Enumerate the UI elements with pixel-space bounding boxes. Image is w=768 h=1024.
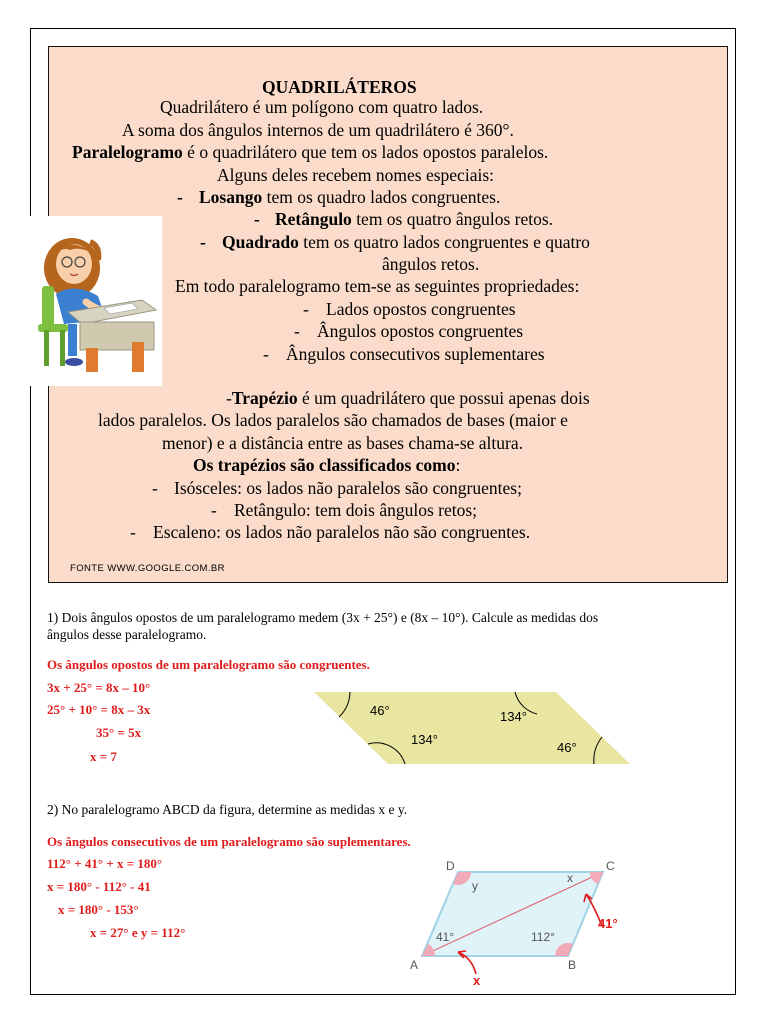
quadrado-item <box>222 232 590 252</box>
theory-line-2: A soma dos ângulos internos de um quadrilátero é 360°. <box>122 120 514 140</box>
retangulo-item <box>275 209 553 229</box>
q2-rule: Os ângulos consecutivos de um paralelogramo são suplementares. <box>47 834 411 849</box>
q2-callout-label-right: 41° <box>598 916 618 931</box>
q2-step-2: x = 180° - 112° - 41 <box>47 879 151 894</box>
losango-term: Losango <box>199 187 263 207</box>
retangulo-term: Retângulo <box>275 209 352 229</box>
q2-angle-label-b: 112° <box>531 930 555 944</box>
q2-angle-label-a: 41° <box>436 930 455 944</box>
class-2-dash: - <box>211 500 217 520</box>
theory-line-1: Quadrilátero é um polígono com quatro lados. <box>160 97 484 117</box>
q2-vertex-b: B <box>568 958 577 972</box>
paralelogramo-text: é o quadrilátero que tem os lados opostos paralelos. <box>182 142 549 162</box>
q2-label-y: y <box>472 879 478 893</box>
special-intro: Alguns deles recebem nomes especiais: <box>217 165 494 185</box>
q1-angle-label-d: 46° <box>557 740 577 755</box>
prop-2-dash: - <box>294 321 300 341</box>
q2-statement: 2) No paralelogramo ABCD da figura, determine as medidas x e y. <box>47 802 408 817</box>
q1-step-1: 3x + 25° = 8x – 10° <box>47 680 151 695</box>
quadrado-text: tem os quatro lados congruentes e quatro <box>298 232 590 252</box>
props-intro: Em todo paralelogramo tem-se as seguintes propriedades: <box>175 276 580 296</box>
prop-3-dash: - <box>263 344 269 364</box>
q1-angle-label-b: 134° <box>500 709 527 724</box>
q2-step-3: x = 180° - 153° <box>58 902 139 917</box>
trapezio-dash: - <box>226 388 232 408</box>
title: QUADRILÁTEROS <box>262 77 417 97</box>
prop-1-dash: - <box>303 299 309 319</box>
class-3: Escaleno: os lados não paralelos não são congruentes. <box>153 522 531 542</box>
losango-text: tem os quadro lados congruentes. <box>262 187 501 207</box>
q1-step-2: 25° + 10° = 8x – 3x <box>47 702 151 717</box>
q1-parallelogram-figure <box>300 686 640 770</box>
classification-term: Os trapézios são classificados como <box>193 455 456 475</box>
q2-vertex-a: A <box>410 958 419 972</box>
trapezio-line-3: menor) e a distância entre as bases chama-se altura. <box>162 433 524 453</box>
classification-colon: : <box>455 455 461 475</box>
trapezio-definition <box>226 388 590 408</box>
q2-callout-label-bottom: x <box>473 973 481 988</box>
retangulo-dash: - <box>254 209 260 229</box>
class-3-dash: - <box>130 522 136 542</box>
paralelogramo-term: Paralelogramo <box>72 142 183 162</box>
q1-parallelogram <box>314 692 630 764</box>
prop-3: Ângulos consecutivos suplementares <box>286 344 545 364</box>
source-credit: FONTE WWW.GOOGLE.COM.BR <box>70 563 225 574</box>
q1-step-4: x = 7 <box>90 749 117 764</box>
losango-item <box>199 187 500 207</box>
quadrado-term: Quadrado <box>222 232 299 252</box>
prop-1: Lados opostos congruentes <box>326 299 516 319</box>
class-1-dash: - <box>152 478 158 498</box>
class-2: Retângulo: tem dois ângulos retos; <box>234 500 478 520</box>
student-illustration <box>28 216 162 386</box>
quadrado-dash: - <box>200 232 206 252</box>
q2-label-x: x <box>567 871 573 885</box>
trapezio-term: Trapézio <box>231 388 298 408</box>
q1-statement-line-1: 1) Dois ângulos opostos de um paralelogramo medem (3x + 25°) e (8x – 10°). Calcule as medidas dos <box>47 610 599 625</box>
trapezio-text: é um quadrilátero que possui apenas dois <box>297 388 590 408</box>
q1-rule: Os ângulos opostos de um paralelogramo são congruentes. <box>47 657 370 672</box>
quadrado-text-cont: ângulos retos. <box>382 254 480 274</box>
q2-step-4: x = 27° e y = 112° <box>90 925 186 940</box>
prop-2: Ângulos opostos congruentes <box>317 321 524 341</box>
trapezio-line-2: lados paralelos. Os lados paralelos são chamados de bases (maior e <box>98 410 568 430</box>
losango-dash: - <box>177 187 183 207</box>
q2-parallelogram-figure <box>398 852 658 992</box>
classification-intro <box>193 455 460 475</box>
retangulo-text: tem os quatro ângulos retos. <box>351 209 554 229</box>
paralelogramo-definition <box>72 142 548 162</box>
q2-vertex-d: D <box>446 859 455 873</box>
q1-angle-label-c: 134° <box>411 732 438 747</box>
q1-statement-line-2: ângulos desse paralelogramo. <box>47 627 207 642</box>
class-1: Isósceles: os lados não paralelos são congruentes; <box>174 478 522 498</box>
q2-step-1: 112° + 41° + x = 180° <box>47 856 163 871</box>
q1-step-3: 35° = 5x <box>96 725 142 740</box>
q1-angle-label-a: 46° <box>370 703 390 718</box>
q2-vertex-c: C <box>606 859 615 873</box>
